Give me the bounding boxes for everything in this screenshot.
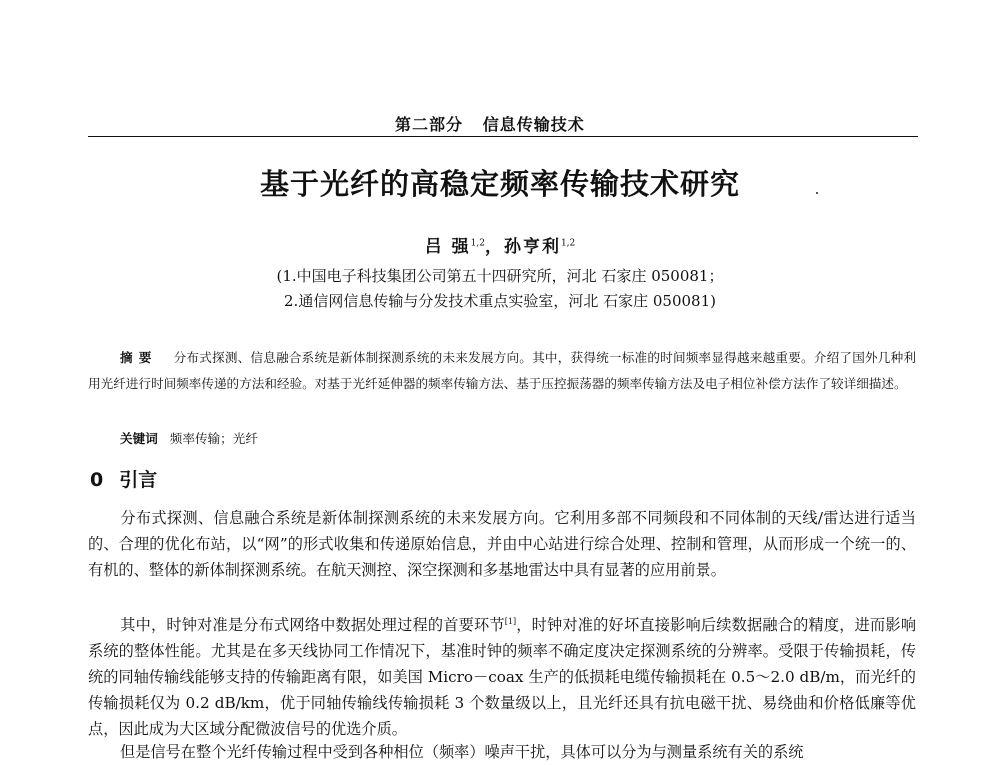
keywords-text: 频率传输；光纤 [169, 431, 258, 446]
paragraph-text: 其中，时钟对准是分布式网络中数据处理过程的首要环节 [120, 616, 505, 635]
abstract [88, 345, 916, 397]
author-line [0, 232, 1000, 257]
affiliation-1: (1.中国电子科技集团公司第五十四研究所，河北 石家庄 050081； [276, 267, 724, 285]
paragraph-text: 分布式探测、信息融合系统是新体制探测系统的未来发展方向。它利用多部不同频段和不同体制的天线/雷达进行适当的、合理的优化布站，以“网”的形式收集和传递原始信息，并由中心站进行综合处理、控制和管理，从而形成一个统一的、有机的、整体的新体制探测系统。在航天测控、深空探测和多基地雷达中具有显著的应用前景。 [88, 509, 916, 579]
author-affil-marker: 1,2 [470, 238, 485, 249]
affiliation-2: 2.通信网信息传输与分发技术重点实验室，河北 石家庄 050081) [284, 292, 716, 310]
section-number: 0 [90, 469, 104, 491]
section-heading [90, 465, 157, 492]
abstract-label: 摘要 [120, 350, 158, 365]
abstract-text: 分布式探测、信息融合系统是新体制探测系统的未来发展方向。其中，获得统一标准的时间频率显得越来越重要。介绍了国外几种利用光纤进行时间频率传递的方法和经验。对基于光纤延伸器的频率传输方法、基于压控振荡器的频率传输方法及电子相位补偿方法作了较详细描述。 [88, 350, 917, 391]
author-separator: ， [484, 237, 504, 257]
keywords [120, 428, 258, 447]
keywords-label: 关键词 [120, 431, 158, 446]
paragraph-text: ，时钟对准的好坏直接影响后续数据融合的精度，进而影响系统的整体性能。尤其是在多天线协同工作情况下，基准时钟的频率不确定度决定探测系统的分辨率。受限于传输损耗，传统的同轴传输线能够支持的传输距离有限，如美国 Micro－coax 生产的低损耗电缆传输损耗在 0.5～2.0 dB/m，而光纤的传输损耗仅为 0.2 dB/km，优于同轴传输线传输损耗 3 个数量级以上，且光纤还具有抗电磁干扰、易绕曲和价格低廉等优点，因此成为大区域分配微波信号的优选介质。 [88, 616, 917, 739]
body-paragraph [88, 739, 916, 765]
paper-title: 基于光纤的高稳定频率传输技术研究 [259, 167, 740, 201]
author-affil-marker: 1,2 [560, 238, 576, 249]
header-divider [88, 136, 918, 137]
citation-marker: [1] [504, 617, 517, 626]
body-paragraph [88, 505, 916, 583]
section-title: 引言 [119, 469, 158, 491]
author-name: 孙亨利 [503, 237, 561, 257]
paragraph-text: 但是信号在整个光纤传输过程中受到各种相位（频率）噪声干扰，具体可以分为与测量系统有关的系统 [120, 743, 804, 761]
body-paragraph [88, 609, 916, 742]
running-section-header: 第二部分 信息传输技术 [395, 115, 585, 134]
author-name: 吕 强 [424, 237, 471, 257]
